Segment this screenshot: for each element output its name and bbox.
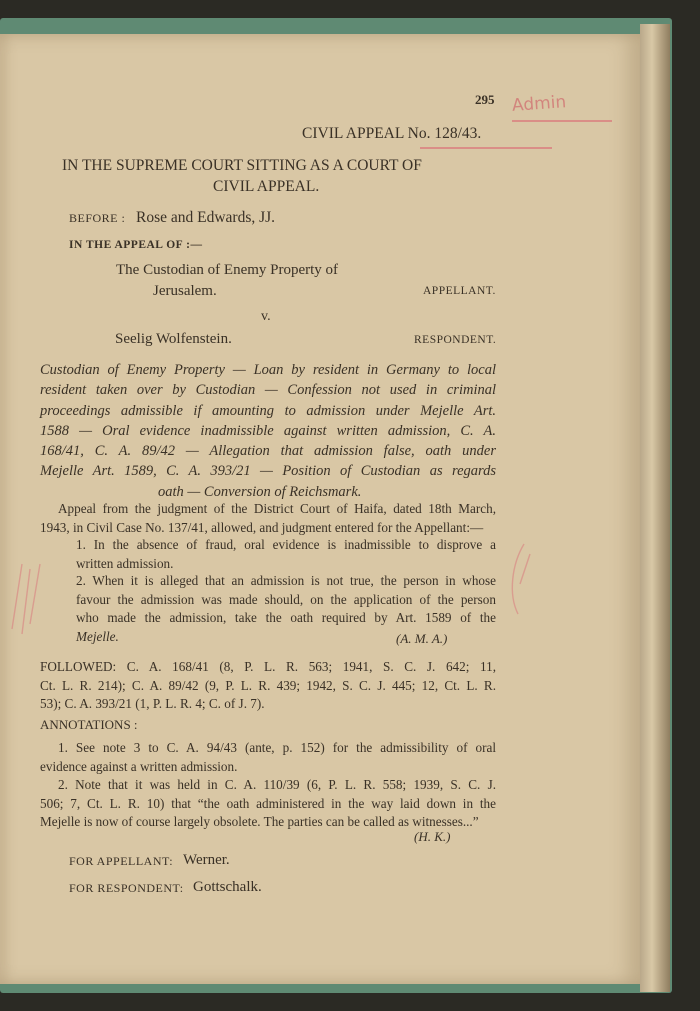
note-line: Mejelle is now of course largely obsolete. The parties can be called as witnesses...” <box>40 814 479 829</box>
annotation-note-1 <box>40 739 496 776</box>
pencil-underline-heading <box>420 147 552 149</box>
appeal-heading: CIVIL APPEAL No. 128/43. <box>302 125 482 142</box>
headnote-line: proceedings admissible if amounting to admission under Mejelle Art. <box>40 402 496 419</box>
pencil-annotation: Admin <box>511 92 567 116</box>
followed-line: Ct. L. R. 214); C. A. 89/42 (9, P. L. R. 439; 1942, S. C. J. 445; 12, Ct. L. R. <box>40 677 496 693</box>
headnote-line: Mejelle Art. 1589, C. A. 393/21 — Position of Custodian as regards <box>40 463 496 480</box>
held-line: 1. In the absence of fraud, oral evidence is inadmissible to disprove a <box>76 537 496 552</box>
page-edges <box>640 24 670 992</box>
court-title-line2: CIVIL APPEAL. <box>213 178 320 195</box>
headnote-line: resident taken over by Custodian — Confession not used in criminal <box>40 382 496 399</box>
held-line: favour the admission was made should, on the application of the person <box>76 591 496 607</box>
headnote-line: oath — Conversion of Reichsmark. <box>158 483 362 500</box>
right-margin-mark <box>512 544 530 614</box>
headnote-line: 168/41, C. A. 89/42 — Allegation that admission false, oath under <box>40 443 496 460</box>
appellant-name-line2: Jerusalem. <box>153 283 217 299</box>
followed-line: FOLLOWED: C. A. 168/41 (8, P. L. R. 563; 1941, S. C. J. 642; 11, <box>40 659 496 674</box>
note-line: 2. Note that it was held in C. A. 110/39 (6, P. L. R. 558; 1939, S. C. J. <box>58 777 496 792</box>
court-title-line1: IN THE SUPREME COURT SITTING AS A COURT OF <box>62 157 422 174</box>
held-line: who made the admission, take the oath required by Art. 1589 of the <box>76 610 496 625</box>
note-line: 1. See note 3 to C. A. 94/43 (ante, p. 152) for the admissibility of oral <box>58 740 496 755</box>
headnote-line: 1588 — Oral evidence inadmissible against written admission, C. A. <box>40 422 496 439</box>
for-respondent-label: FOR RESPONDENT: <box>69 881 184 895</box>
intro-line: 1943, in Civil Case No. 137/41, allowed, and judgment entered for the Appellant:— <box>40 519 484 535</box>
headnote-line: Custodian of Enemy Property — Loan by resident in Germany to local <box>40 362 496 378</box>
annotation-note-2 <box>40 776 496 832</box>
document-page <box>0 34 640 984</box>
followed-cases <box>40 658 496 714</box>
reporter-initials-2: (H. K.) <box>414 829 451 844</box>
pencil-margin-marks <box>0 524 640 664</box>
held-line: written admission. <box>76 555 174 571</box>
note-line: evidence against a written admission. <box>40 758 238 774</box>
held-line: 2. When it is alleged that an admission is not true, the person in whose <box>76 573 496 588</box>
page-number: 295 <box>475 92 495 107</box>
left-margin-mark <box>12 564 40 634</box>
respondent-name: Seelig Wolfenstein. <box>115 331 232 347</box>
in-appeal-label: IN THE APPEAL OF :— <box>69 239 203 251</box>
note-line: 506; 7, Ct. L. R. 10) that “the oath administered in the way laid down in the <box>40 795 496 811</box>
for-appellant-label: FOR APPELLANT: <box>69 854 174 868</box>
annotations-heading: ANNOTATIONS : <box>40 717 138 732</box>
followed-line: 53); C. A. 393/21 (1, P. L. R. 4; C. of J. 7). <box>40 696 265 711</box>
held-line: Mejelle. <box>76 628 119 644</box>
for-respondent-counsel: Gottschalk. <box>193 879 262 895</box>
headnote <box>40 360 496 502</box>
appellant-role: APPELLANT. <box>423 285 496 297</box>
appellant-name-line1: The Custodian of Enemy Property of <box>116 262 339 278</box>
intro-line: Appeal from the judgment of the District Court of Haifa, dated 18th March, <box>58 501 496 516</box>
before-judges: Rose and Edwards, JJ. <box>136 209 276 226</box>
respondent-role: RESPONDENT. <box>414 334 497 346</box>
versus: v. <box>261 309 271 324</box>
reporter-initials-1: (A. M. A.) <box>396 631 448 646</box>
for-appellant-counsel: Werner. <box>183 852 230 868</box>
before-label: BEFORE : <box>69 211 126 225</box>
pencil-underline-top <box>512 120 612 122</box>
